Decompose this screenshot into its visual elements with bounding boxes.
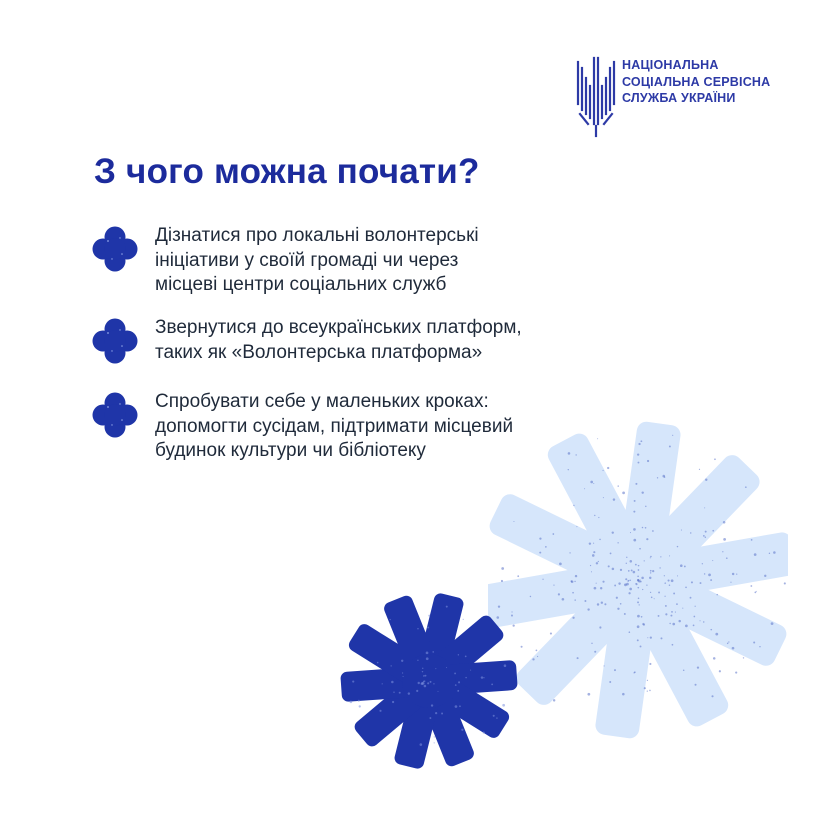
list-item-line: будинок культури чи бібліотеку	[155, 440, 426, 461]
page-title: З чого можна почати?	[94, 152, 480, 191]
logo-line: СЛУЖБА УКРАЇНИ	[622, 91, 736, 105]
logo-line: НАЦІОНАЛЬНА	[622, 58, 719, 72]
trident-emblem-icon	[576, 52, 616, 138]
light-blue-asterisk-icon	[488, 408, 788, 748]
blue-flower-icon	[92, 392, 138, 438]
list-item-line: таких як «Волонтерська платформа»	[155, 341, 483, 363]
list-item-line: допомогти сусідам, підтримати місцевий	[155, 415, 514, 437]
list-item-line: Спробувати себе у маленьких кроках:	[155, 391, 489, 412]
logo-text	[622, 57, 770, 107]
dark-blue-asterisk-icon	[336, 588, 522, 774]
list-item-text	[155, 316, 522, 365]
list-item-text	[155, 224, 479, 298]
list-item-line: Дізнатися про локальні волонтерські	[155, 225, 479, 246]
list-item-line: ініціативи у своїй громаді чи через	[155, 249, 459, 271]
blue-flower-icon	[92, 318, 138, 364]
list-item-line: Звернутися до всеукраїнських платформ,	[155, 317, 522, 338]
blue-flower-icon	[92, 226, 138, 272]
list-item-text	[155, 390, 513, 464]
logo	[576, 50, 786, 142]
list-item-line: місцеві центри соціальних служб	[155, 274, 447, 295]
logo-line: СОЦІАЛЬНА СЕРВІСНА	[622, 74, 771, 89]
